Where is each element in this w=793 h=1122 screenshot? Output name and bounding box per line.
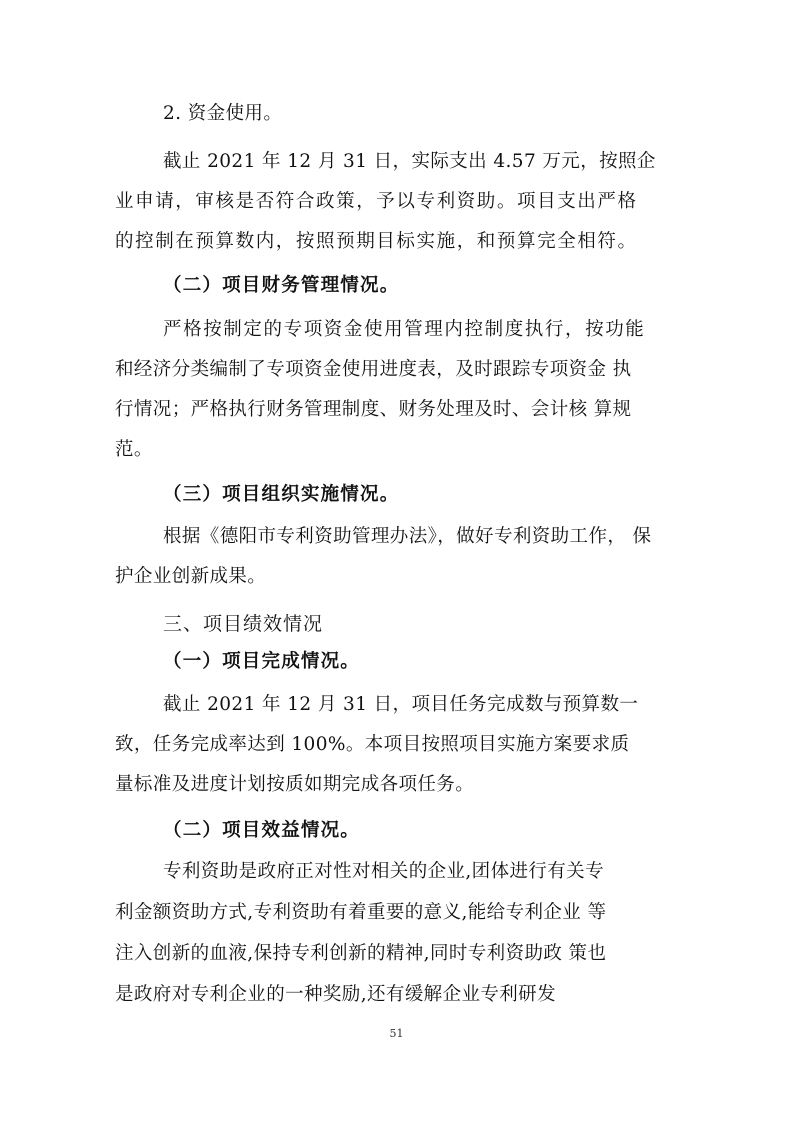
paragraph-line: 业申请，审核是否符合政策，予以专利资助。项目支出严格 — [115, 191, 638, 212]
paragraph-line: 截止 2021 年 12 月 31 日，项目任务完成数与预算数一 — [163, 694, 639, 715]
paragraph-line: 截止 2021 年 12 月 31 日，实际支出 4.57 万元，按照企 — [163, 151, 656, 172]
paragraph-line: 的控制在预算数内，按照预期目标实施，和预算完全相符。 — [115, 231, 638, 252]
subsection-funds-usage: 2. 资金使用。 — [163, 103, 283, 124]
paragraph-line: 量标准及进度计划按质如期完成各项任务。 — [115, 774, 475, 795]
heading-financial-management: （二）项目财务管理情况。 — [163, 275, 400, 296]
paragraph-line: 专利资助是政府正对性对相关的企业,团体进行有关专 — [163, 861, 604, 882]
paragraph-line: 致，任务完成率达到 100%。本项目按照项目实施方案要求质 — [115, 734, 630, 755]
section-title-performance: 三、项目绩效情况 — [163, 613, 324, 635]
paragraph-line: 护企业创新成果。 — [115, 566, 267, 587]
heading-project-completion: （一）项目完成情况。 — [163, 651, 361, 672]
paragraph-line: 和经济分类编制了专项资金使用进度表，及时跟踪专项资金 执 — [115, 359, 632, 380]
paragraph-line: 利金额资助方式,专利资助有着重要的意义,能给专利企业 等 — [115, 902, 607, 923]
heading-project-benefits: （二）项目效益情况。 — [163, 820, 361, 841]
page-number: 51 — [389, 1027, 404, 1040]
paragraph-line: 根据《德阳市专利资助管理办法》，做好专利资助工作， 保 — [163, 526, 652, 547]
heading-organization-implementation: （三）项目组织实施情况。 — [163, 484, 400, 505]
paragraph-line: 行情况；严格执行财务管理制度、财务处理及时、会计核 算规 — [115, 399, 632, 420]
paragraph-line: 是政府对专利企业的一种奖励,还有缓解企业专利研发 — [115, 984, 556, 1005]
paragraph-line: 严格按制定的专项资金使用管理内控制度执行，按功能 — [163, 319, 646, 340]
paragraph-line: 注入创新的血液,保持专利创新的精神,同时专利资助政 策也 — [115, 943, 607, 964]
paragraph-line: 范。 — [115, 439, 153, 460]
